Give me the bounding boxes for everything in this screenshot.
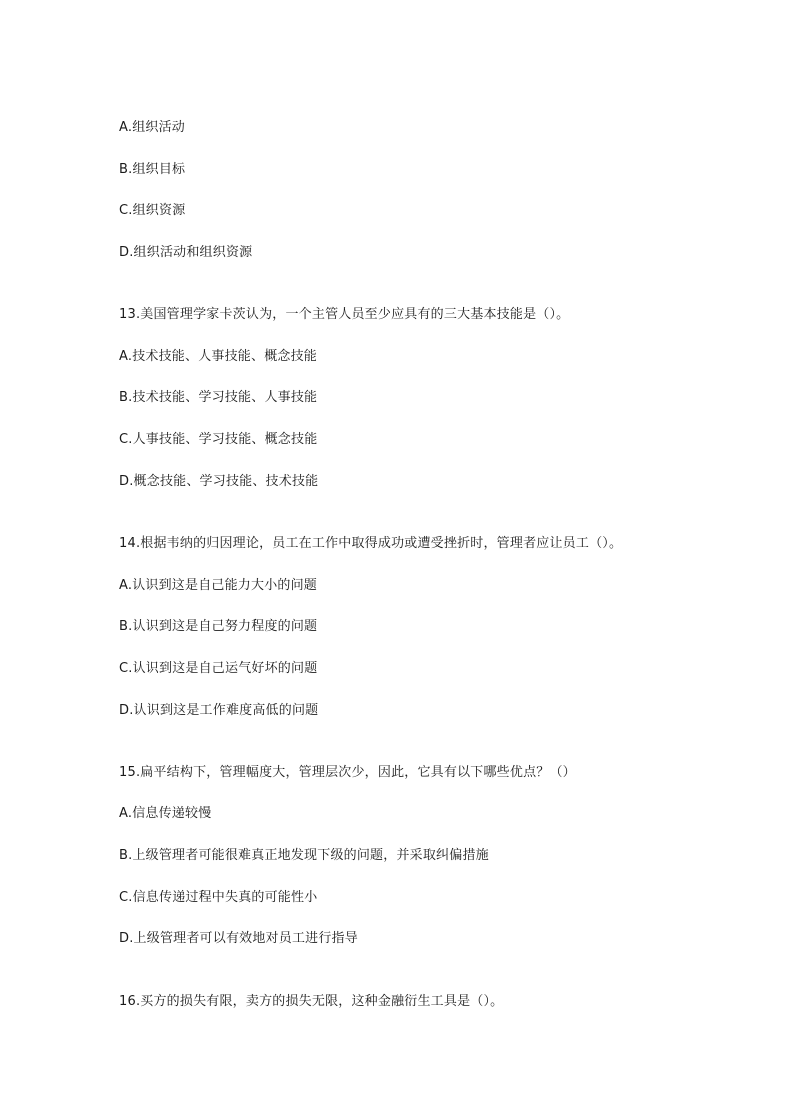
option-line: B.认识到这是自己努力程度的问题 [119,619,318,634]
option-line: D.概念技能、学习技能、技术技能 [119,474,319,489]
option-line: A.认识到这是自己能力大小的问题 [119,578,317,593]
option-line: C.人事技能、学习技能、概念技能 [119,432,318,447]
option-line: D.组织活动和组织资源 [119,245,253,260]
option-line: A.组织活动 [119,120,185,135]
option-line: C.组织资源 [119,203,186,218]
option-line: B.技术技能、学习技能、人事技能 [119,390,318,405]
question-line: 13.美国管理学家卡茨认为，一个主管人员至少应具有的三大基本技能是（）。 [119,307,570,322]
option-line: B.上级管理者可能很难真正地发现下级的问题，并采取纠偏措施 [119,848,489,863]
option-line: A.信息传递较慢 [119,806,212,821]
option-line: D.上级管理者可以有效地对员工进行指导 [119,931,358,946]
question-line: 14.根据韦纳的归因理论，员工在工作中取得成功或遭受挫折时，管理者应让员工（）。 [119,536,623,551]
question-line: 16.买方的损失有限，卖方的损失无限，这种金融衍生工具是（）。 [119,994,504,1009]
option-line: D.认识到这是工作难度高低的问题 [119,703,319,718]
question-line: 15.扁平结构下，管理幅度大，管理层次少，因此，它具有以下哪些优点？（） [119,765,576,780]
option-line: A.技术技能、人事技能、概念技能 [119,349,317,364]
option-line: C.信息传递过程中失真的可能性小 [119,890,318,905]
option-line: B.组织目标 [119,162,186,177]
option-line: C.认识到这是自己运气好坏的问题 [119,661,318,676]
